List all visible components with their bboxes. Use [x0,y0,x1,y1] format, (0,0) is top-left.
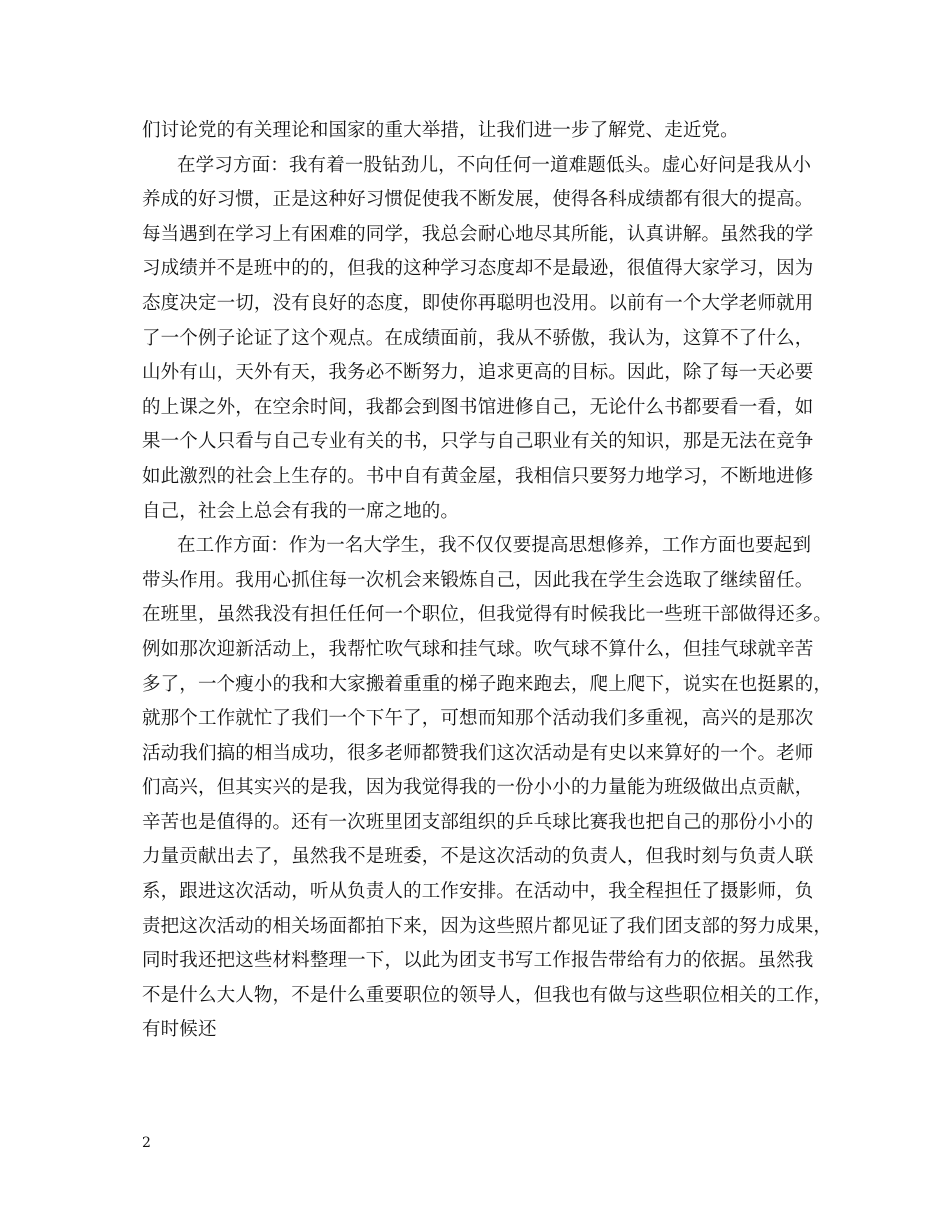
text-line: 自己，社会上总会有我的一席之地的。 [142,500,460,522]
text-line: 不是什么大人物，不是什么重要职位的领导人，但我也有做与这些职位相关的工作， [142,984,833,1006]
text-line: 山外有山，天外有天，我务必不断努力，追求更高的目标。因此，除了每一天必要 [142,362,814,384]
text-line: 就那个工作就忙了我们一个下午了，可想而知那个活动我们多重视，高兴的是那次 [142,708,814,730]
text-line: 态度决定一切，没有良好的态度，即使你再聪明也没用。以前有一个大学老师就用 [142,292,814,314]
text-line: 习成绩并不是班中的的，但我的这种学习态度却不是最逊，很值得大家学习，因为 [142,258,814,280]
text-line: 有时候还 [142,1019,217,1041]
text-line: 力量贡献出去了，虽然我不是班委，不是这次活动的负责人，但我时刻与负责人联 [142,846,814,868]
text-line: 果一个人只看与自己专业有关的书，只学与自己职业有关的知识，那是无法在竞争 [142,431,814,453]
text-line: 在班里，虽然我没有担任任何一个职位，但我觉得有时候我比一些班干部做得还多。 [142,604,833,626]
page-number: 2 [142,1135,151,1151]
text-line: 们讨论党的有关理论和国家的重大举措，让我们进一步了解党、走近党。 [142,120,739,141]
body-text [142,114,832,1048]
text-line: 例如那次迎新活动上，我帮忙吹气球和挂气球。吹气球不算什么，但挂气球就辛苦 [142,638,814,660]
text-line: 了一个例子论证了这个观点。在成绩面前，我从不骄傲，我认为，这算不了什么， [142,327,814,349]
text-line: 辛苦也是值得的。还有一次班里团支部组织的乒乓球比赛我也把自己的那份小小的 [142,811,814,833]
text-line: 的上课之外，在空余时间，我都会到图书馆进修自己，无论什么书都要看一看，如 [142,396,814,418]
text-line: 责把这次活动的相关场面都拍下来，因为这些照片都见证了我们团支部的努力成果， [142,915,833,937]
text-line: 如此激烈的社会上生存的。书中自有黄金屋，我相信只要努力地学习，不断地进修 [142,465,814,487]
paragraph-start-line: 在工作方面：作为一名大学生，我不仅仅要提高思想修养，工作方面也要起到 [177,535,812,557]
paragraph-start-line: 在学习方面：我有着一股钻劲儿，不向任何一道难题低头。虚心好问是我从小 [177,154,812,176]
text-line: 带头作用。我用心抓住每一次机会来锻炼自己，因此我在学生会选取了继续留任。 [142,569,814,591]
text-line: 每当遇到在学习上有困难的同学，我总会耐心地尽其所能，认真讲解。虽然我的学 [142,223,814,245]
text-line: 养成的好习惯，正是这种好习惯促使我不断发展，使得各科成绩都有很大的提高。 [142,189,814,211]
text-line: 们高兴，但其实兴的是我，因为我觉得我的一份小小的力量能为班级做出点贡献， [142,777,814,799]
text-line: 系，跟进这次活动，听从负责人的工作安排。在活动中，我全程担任了摄影师，负 [142,881,814,903]
text-line: 同时我还把这些材料整理一下，以此为团支书写工作报告带给有力的依据。虽然我 [142,950,814,972]
text-line: 活动我们搞的相当成功，很多老师都赞我们这次活动是有史以来算好的一个。老师 [142,742,814,764]
text-line: 多了，一个瘦小的我和大家搬着重重的梯子跑来跑去，爬上爬下，说实在也挺累的， [142,673,833,695]
